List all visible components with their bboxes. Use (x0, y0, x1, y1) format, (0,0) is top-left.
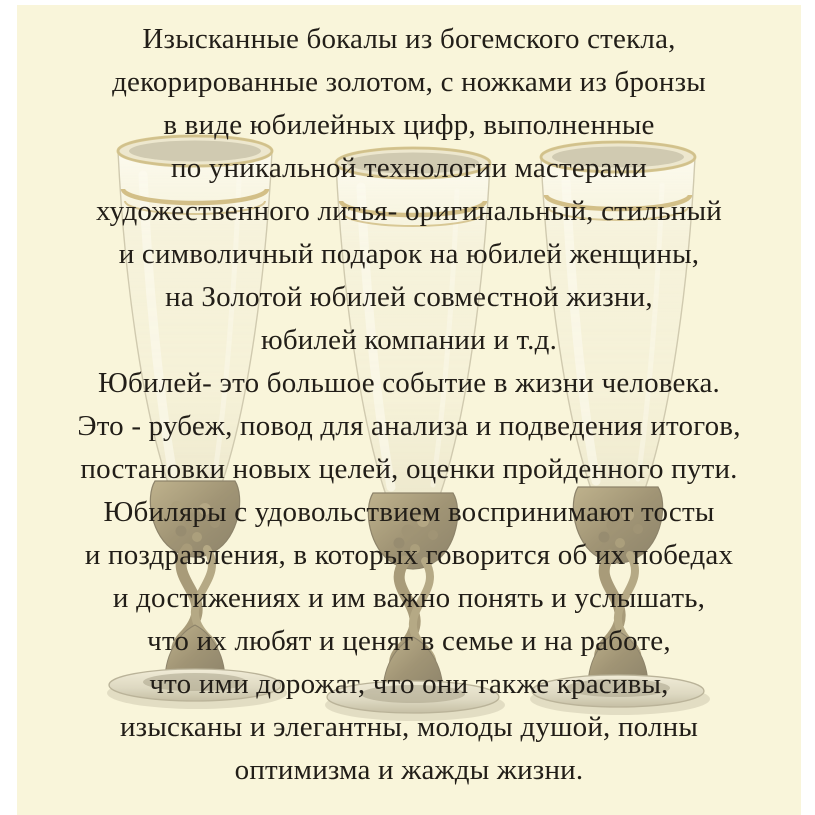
text-line: Изысканные бокалы из богемского стекла, (142, 23, 676, 55)
text-line: Юбилей- это большое событие в жизни человека. (98, 367, 720, 399)
text-line: что их любят и ценят в семье и на работе, (147, 625, 671, 657)
text-line: и символичный подарок на юбилей женщины, (118, 238, 700, 270)
text-line: изысканы и элегантны, молоды душой, полны (119, 711, 699, 743)
text-line: и достижениях и им важно понять и услышать, (112, 582, 706, 614)
text-line: юбилей компании и т.д. (260, 324, 558, 356)
text-line: по уникальной технологии мастерами (170, 152, 647, 184)
poster-canvas (17, 5, 801, 815)
text-line: и поздравления, в которых говорится об их победах (84, 539, 734, 571)
poster-text (17, 5, 801, 815)
text-line: постановки новых целей, оценки пройденного пути. (80, 453, 738, 485)
text-line: в виде юбилейных цифр, выполненные (163, 109, 655, 141)
text-line: Это - рубеж, повод для анализа и подведения итогов, (77, 410, 741, 442)
text-line: Юбиляры с удовольствием воспринимают тосты (103, 496, 715, 528)
text-line: что ими дорожат, что они также красивы, (149, 668, 669, 700)
text-line: художественного литья- оригинальный, стильный (96, 195, 722, 227)
text-line: на Золотой юбилей совместной жизни, (165, 281, 653, 313)
text-line: декорированные золотом, с ножками из бронзы (112, 66, 706, 98)
text-line: оптимизма и жажды жизни. (234, 754, 584, 786)
